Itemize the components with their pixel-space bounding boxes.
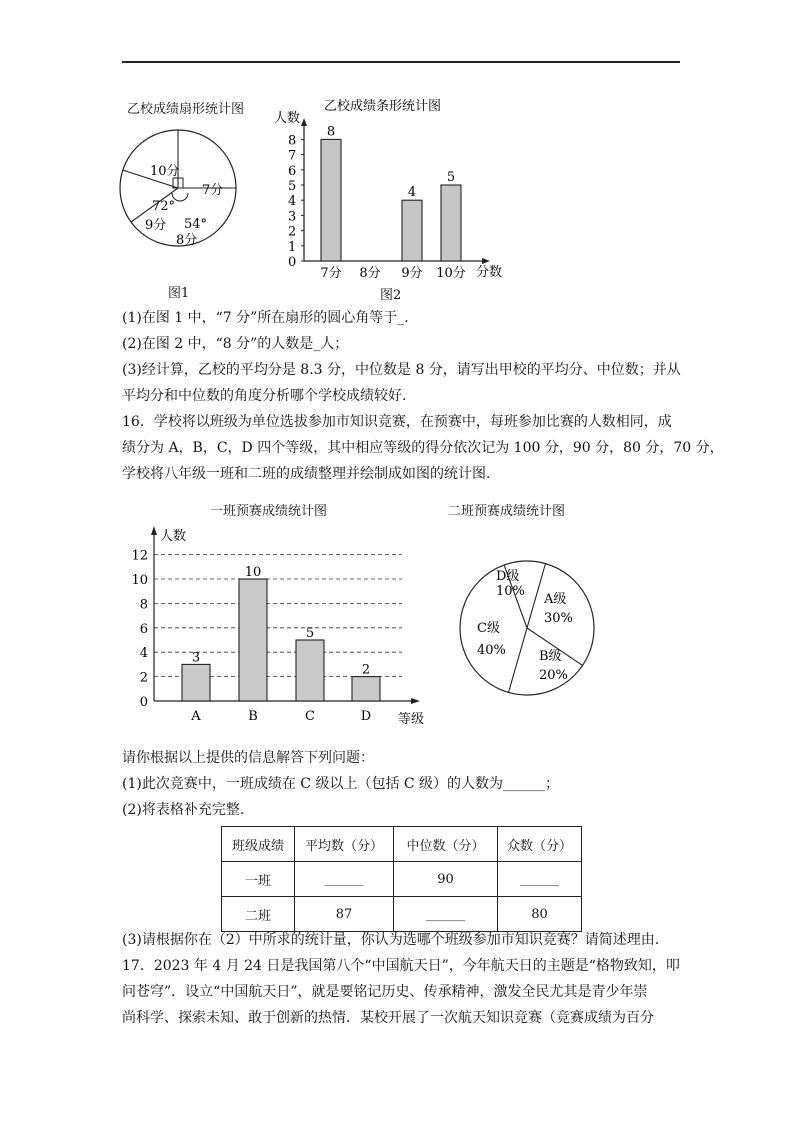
fig3-bar-chart xyxy=(120,520,450,730)
fig2-ytick-label: 7 xyxy=(288,148,297,164)
table-cell: 90 xyxy=(394,862,498,897)
pie1-label-8: 8分 xyxy=(176,233,198,248)
q16-intro: 请你根据以上提供的信息解答下列问题： xyxy=(122,750,374,766)
q15-part3b: 平均分和中位数的角度分析哪个学校成绩较好. xyxy=(122,388,407,404)
pie2-label-a2: 30% xyxy=(544,611,573,626)
table-cell: ______ xyxy=(498,862,582,897)
table-row xyxy=(222,862,582,897)
fig2-ytick-label: 6 xyxy=(288,163,297,179)
pie2-label-b1: B级 xyxy=(539,649,562,664)
q17-line1: 17．2023 年 4 月 24 日是我国第八个“中国航天日”，今年航天日的主题是“格物致知，叩 xyxy=(122,958,680,974)
header-rule xyxy=(122,61,680,63)
fig3-data-label: 5 xyxy=(305,626,315,641)
fig2-ytick-label: 8 xyxy=(288,133,297,149)
q16-part3: (3)请根据你在（2）中所求的统计量，你认为选哪个班级参加市知识竞赛？请简述理由. xyxy=(122,932,660,948)
fig2-ytick-label: 4 xyxy=(288,194,297,210)
pie1-label-10: 10分 xyxy=(150,164,180,179)
fig3-ytick-label: 2 xyxy=(139,670,148,686)
fig1-title: 乙校成绩扇形统计图 xyxy=(127,102,245,117)
fig3-y-arrow xyxy=(151,526,157,535)
table-header: 众数（分） xyxy=(498,827,582,862)
fig2-bar xyxy=(402,200,422,261)
stats-table xyxy=(221,826,582,932)
fig3-bar xyxy=(352,677,380,701)
table-cell: 一班 xyxy=(222,862,295,897)
q16-line2: 绩分为 A，B，C，D 四个等级，其中相应等级的得分依次记为 100 分，90 分，80 分，70 分， xyxy=(122,440,724,456)
pie2-label-d2: 10% xyxy=(496,584,525,599)
fig3-category-label: D xyxy=(360,709,372,724)
fig2-bar-chart xyxy=(270,92,520,292)
fig4-title: 二班预赛成绩统计图 xyxy=(448,504,566,519)
table-cell: 80 xyxy=(498,897,582,932)
q16-line1: 16．学校将以班级为单位选拔参加市知识竞赛，在预赛中，每班参加比赛的人数相同，成 xyxy=(122,414,672,430)
fig2-ytick-label: 1 xyxy=(288,239,297,255)
pie1-label-72: 72° xyxy=(152,199,176,214)
fig2-ytick-label: 3 xyxy=(288,209,297,225)
fig3-bar xyxy=(239,579,267,701)
fig3-data-label: 3 xyxy=(191,650,201,666)
fig3-x-arrow xyxy=(411,698,420,704)
fig2-ylabel: 人数 xyxy=(274,111,301,126)
fig2-data-label: 8 xyxy=(326,124,336,140)
table-cell: ______ xyxy=(295,862,394,897)
fig2-bar xyxy=(321,139,341,261)
fig2-xlabel: 分数 xyxy=(476,265,503,280)
q17-line3: 尚科学、探索未知、敢于创新的热情．某校开展了一次航天知识竞赛（竞赛成绩为百分 xyxy=(122,1010,654,1026)
fig2-title: 乙校成绩条形统计图 xyxy=(324,99,442,114)
fig2-category-label: 7分 xyxy=(320,266,342,281)
fig2-y-arrow xyxy=(301,118,307,126)
fig3-bar xyxy=(296,640,324,701)
fig4-pie xyxy=(455,558,605,703)
q16-part2: (2)将表格补充完整. xyxy=(122,802,245,818)
pie2-label-a1: A级 xyxy=(544,592,567,607)
fig2-category-label: 10分 xyxy=(436,266,466,281)
fig3-data-label: 2 xyxy=(361,662,371,678)
fig3-ytick-label: 4 xyxy=(139,646,148,662)
fig3-data-label: 10 xyxy=(244,565,262,580)
fig3-title: 一班预赛成绩统计图 xyxy=(210,504,328,519)
fig2-ytick-label: 5 xyxy=(288,179,297,194)
fig2-ytick-label: 0 xyxy=(288,255,297,270)
q15-part3a: (3)经计算，乙校的平均分是 8.3 分，中位数是 8 分，请写出甲校的平均分、中位数；并从 xyxy=(122,362,681,378)
fig2-x-arrow xyxy=(482,258,490,264)
fig3-ytick-label: 12 xyxy=(131,548,148,564)
table-header-row xyxy=(222,827,582,862)
pie2-label-c2: 40% xyxy=(477,643,506,658)
fig2-ytick-label: 2 xyxy=(288,224,297,240)
fig2-data-label: 4 xyxy=(407,185,417,201)
fig3-ylabel: 人数 xyxy=(160,529,187,544)
fig3-ytick-label: 6 xyxy=(139,621,148,637)
fig2-category-label: 9分 xyxy=(401,266,423,281)
fig2-category-label: 8分 xyxy=(359,266,381,281)
fig3-xlabel: 等级 xyxy=(398,712,425,727)
fig2-data-label: 5 xyxy=(446,170,456,185)
fig3-category-label: C xyxy=(305,709,315,724)
table-cell: ______ xyxy=(394,897,498,932)
table-row xyxy=(222,897,582,932)
fig3-ytick-label: 10 xyxy=(131,573,148,588)
pie1-label-9: 9分 xyxy=(145,218,167,233)
table-cell: 87 xyxy=(295,897,394,932)
fig2-bar xyxy=(441,185,461,261)
fig3-ytick-label: 0 xyxy=(139,695,148,710)
fig3-ytick-label: 8 xyxy=(139,597,148,613)
fig1-caption: 图1 xyxy=(168,286,190,301)
pie2-label-b2: 20% xyxy=(539,668,568,683)
pie1-label-54: 54° xyxy=(184,217,208,232)
pie2-label-c1: C级 xyxy=(477,621,500,636)
fig1-pie xyxy=(110,120,260,270)
pie1-label-7: 7分 xyxy=(202,183,224,198)
table-cell: 二班 xyxy=(222,897,295,932)
fig3-category-label: A xyxy=(191,709,201,724)
fig3-category-label: B xyxy=(248,709,258,724)
q17-line2: 问苍穹”．设立“中国航天日”，就是要铭记历史、传承精神，激发全民尤其是青少年崇 xyxy=(122,984,648,1000)
q16-line3: 学校将八年级一班和二班的成绩整理并绘制成如图的统计图. xyxy=(122,466,491,482)
table-header: 中位数（分） xyxy=(394,827,498,862)
fig3-bar xyxy=(182,664,210,701)
fig2-caption: 图2 xyxy=(380,288,402,303)
q15-part2: (2)在图 2 中，“8 分”的人数是_人； xyxy=(122,336,349,352)
q16-part1: (1)此次竞赛中，一班成绩在 C 级以上（包括 C 级）的人数为______； xyxy=(122,776,560,792)
table-header: 平均数（分） xyxy=(295,827,394,862)
pie2-label-d1: D级 xyxy=(496,569,520,584)
q15-part1: (1)在图 1 中，“7 分”所在扇形的圆心角等于_. xyxy=(122,310,409,326)
table-header: 班级成绩 xyxy=(222,827,295,862)
